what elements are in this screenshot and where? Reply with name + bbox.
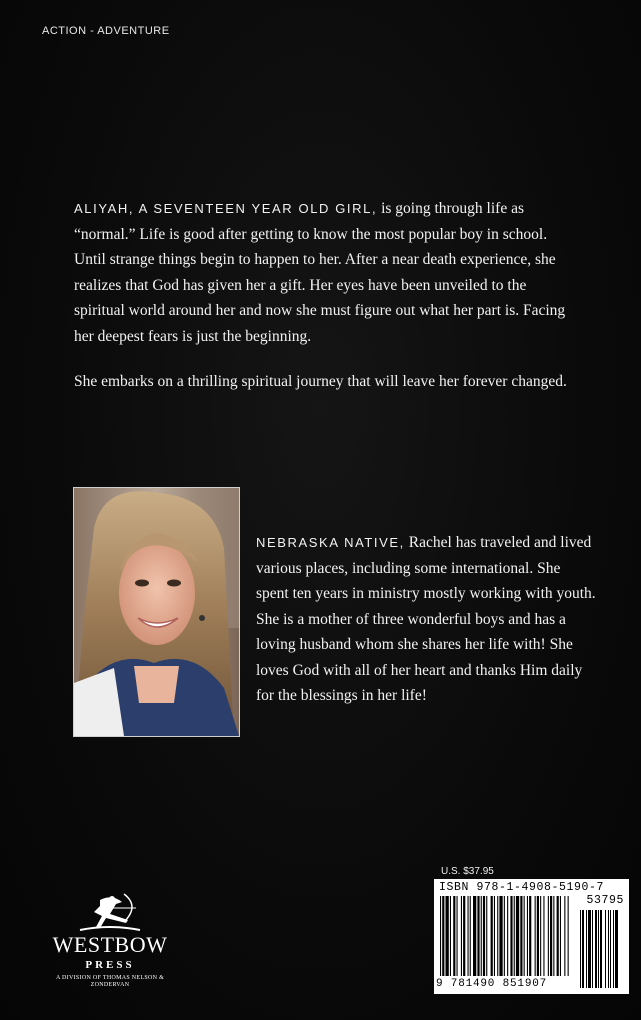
blurb-paragraph-1	[74, 196, 574, 349]
publisher-division: A DIVISION OF THOMAS NELSON & ZONDERVAN	[55, 975, 165, 988]
archer-emblem-icon	[40, 892, 180, 934]
barcode-bars	[434, 879, 629, 994]
ean-digits: 9 781490 851907	[436, 978, 548, 990]
price-label: U.S. $37.95	[441, 866, 494, 877]
book-blurb	[74, 196, 574, 415]
author-bio	[256, 530, 596, 709]
price-code: 53795	[586, 894, 624, 907]
isbn-text: ISBN 978-1-4908-5190-7	[439, 881, 605, 894]
publisher-logo	[40, 892, 180, 1002]
bio-lead-caps: NEBRASKA NATIVE,	[256, 535, 405, 550]
author-photo	[73, 487, 240, 737]
publisher-imprint: PRESS	[85, 959, 135, 971]
genre-label: ACTION - ADVENTURE	[42, 25, 170, 37]
blurb-paragraph-2: She embarks on a thrilling spiritual journey that will leave her forever changed.	[74, 373, 567, 390]
publisher-name: WESTBOW	[52, 932, 168, 957]
barcode	[434, 879, 629, 994]
blurb-text: is going through life as “normal.” Life is good after getting to know the most popular boy in school. Until strange things begin to happen to her. After a near death experience, she realizes that God has given her a gift. Her eyes have been unveiled to the spiritual world around her and now she must figure out what her part is. Facing her deepest fears is just the beginning.	[74, 200, 566, 345]
blurb-lead-caps: ALIYAH, A SEVENTEEN YEAR OLD GIRL,	[74, 201, 378, 216]
bio-text: Rachel has traveled and lived various places, including some international. She spent ten years in ministry mostly working with youth. She is a mother of three wonderful boys and has a loving husband whom she shares her life with! She loves God with all of her heart and thanks Him daily for the blessings in her life!	[256, 534, 596, 704]
